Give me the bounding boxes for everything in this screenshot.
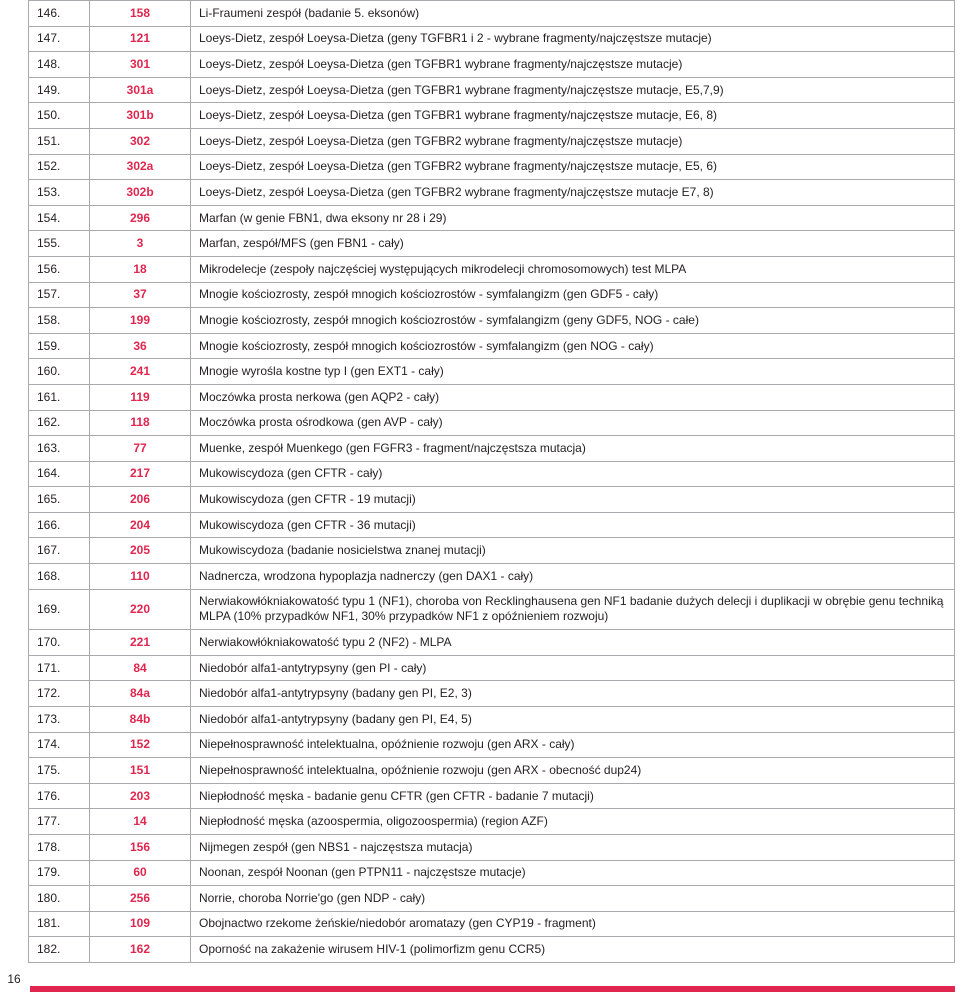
test-code: 203 [90,783,191,809]
row-number: 165. [29,487,90,513]
test-code: 118 [90,410,191,436]
row-number: 182. [29,937,90,963]
row-number: 161. [29,384,90,410]
table-row [29,205,955,231]
row-number: 149. [29,77,90,103]
test-name: Mukowiscydoza (badanie nosicielstwa znanej mutacji) [191,538,955,564]
table-row [29,461,955,487]
table-row [29,706,955,732]
table-row [29,538,955,564]
test-name: Loeys-Dietz, zespół Loeysa-Dietza (gen TGFBR1 wybrane fragmenty/najczęstsze mutacje) [191,52,955,78]
table-row [29,384,955,410]
test-name: Nijmegen zespół (gen NBS1 - najczęstsza mutacja) [191,834,955,860]
test-code: 110 [90,564,191,590]
row-number: 169. [29,589,90,630]
table-row [29,128,955,154]
test-code: 205 [90,538,191,564]
table-row [29,436,955,462]
test-code: 84a [90,681,191,707]
row-number: 147. [29,26,90,52]
table-row [29,834,955,860]
test-code: 3 [90,231,191,257]
row-number: 148. [29,52,90,78]
table-row [29,512,955,538]
test-code: 204 [90,512,191,538]
table-row [29,308,955,334]
row-number: 173. [29,706,90,732]
test-name: Loeys-Dietz, zespół Loeysa-Dietza (gen TGFBR1 wybrane fragmenty/najczęstsze mutacje, E6, 8) [191,103,955,129]
table-row [29,282,955,308]
row-number: 158. [29,308,90,334]
row-number: 176. [29,783,90,809]
test-name: Niepłodność męska - badanie genu CFTR (gen CFTR - badanie 7 mutacji) [191,783,955,809]
test-code: 220 [90,589,191,630]
test-code: 301b [90,103,191,129]
test-name: Moczówka prosta ośrodkowa (gen AVP - cały) [191,410,955,436]
table-row [29,655,955,681]
test-code: 301 [90,52,191,78]
test-code: 302a [90,154,191,180]
test-name: Niedobór alfa1-antytrypsyny (gen PI - cały) [191,655,955,681]
table-row [29,359,955,385]
test-name: Loeys-Dietz, zespół Loeysa-Dietza (gen TGFBR2 wybrane fragmenty/najczęstsze mutacje E7, 8) [191,180,955,206]
test-code: 121 [90,26,191,52]
test-name: Mukowiscydoza (gen CFTR - 36 mutacji) [191,512,955,538]
test-code: 37 [90,282,191,308]
test-code: 109 [90,911,191,937]
row-number: 156. [29,256,90,282]
test-name: Mukowiscydoza (gen CFTR - 19 mutacji) [191,487,955,513]
table-row [29,231,955,257]
table-row [29,860,955,886]
table-row [29,180,955,206]
test-name: Moczówka prosta nerkowa (gen AQP2 - cały) [191,384,955,410]
test-name: Obojnactwo rzekome żeńskie/niedobór aromatazy (gen CYP19 - fragment) [191,911,955,937]
table-row [29,333,955,359]
row-number: 146. [29,1,90,27]
test-name: Norrie, choroba Norrie'go (gen NDP - cały) [191,886,955,912]
table-row [29,52,955,78]
table-row [29,487,955,513]
row-number: 172. [29,681,90,707]
table-row [29,103,955,129]
test-name: Noonan, zespół Noonan (gen PTPN11 - najczęstsze mutacje) [191,860,955,886]
row-number: 168. [29,564,90,590]
test-name: Loeys-Dietz, zespół Loeysa-Dietza (geny TGFBR1 i 2 - wybrane fragmenty/najczęstsze mutacje) [191,26,955,52]
row-number: 174. [29,732,90,758]
row-number: 154. [29,205,90,231]
table-row [29,77,955,103]
row-number: 151. [29,128,90,154]
table-row [29,256,955,282]
table-row [29,1,955,27]
row-number: 181. [29,911,90,937]
row-number: 178. [29,834,90,860]
row-number: 152. [29,154,90,180]
row-number: 155. [29,231,90,257]
table-row [29,937,955,963]
footer-accent-bar [30,986,955,992]
row-number: 171. [29,655,90,681]
test-name: Loeys-Dietz, zespół Loeysa-Dietza (gen TGFBR2 wybrane fragmenty/najczęstsze mutacje, E5, 6) [191,154,955,180]
test-code: 301a [90,77,191,103]
row-number: 150. [29,103,90,129]
test-code: 119 [90,384,191,410]
row-number: 162. [29,410,90,436]
test-code: 14 [90,809,191,835]
row-number: 180. [29,886,90,912]
test-code: 84b [90,706,191,732]
test-code: 296 [90,205,191,231]
test-name: Loeys-Dietz, zespół Loeysa-Dietza (gen TGFBR1 wybrane fragmenty/najczęstsze mutacje, E5,7,9) [191,77,955,103]
test-name: Nerwiakowłókniakowatość typu 1 (NF1), choroba von Recklinghausena gen NF1 badanie dużych delecji i duplikacji w obrębie genu techniką MLPA (10% przypadków NF1, 30% przypadków NF1 z opóźnieniem rozwoju) [191,589,955,630]
test-name: Mikrodelecje (zespoły najczęściej występujących mikrodelecji chromosomowych) test MLPA [191,256,955,282]
test-name: Niepełnosprawność intelektualna, opóźnienie rozwoju (gen ARX - cały) [191,732,955,758]
row-number: 157. [29,282,90,308]
row-number: 159. [29,333,90,359]
test-name: Nadnercza, wrodzona hypoplazja nadnerczy (gen DAX1 - cały) [191,564,955,590]
row-number: 177. [29,809,90,835]
table-row [29,589,955,630]
table-row [29,630,955,656]
test-code: 241 [90,359,191,385]
test-code: 256 [90,886,191,912]
table-row [29,809,955,835]
test-name: Mnogie wyrośla kostne typ I (gen EXT1 - cały) [191,359,955,385]
table-row [29,681,955,707]
test-name: Muenke, zespół Muenkego (gen FGFR3 - fragment/najczęstsza mutacja) [191,436,955,462]
tests-table-body [29,1,955,963]
row-number: 164. [29,461,90,487]
test-name: Mnogie kościozrosty, zespół mnogich kościozrostów - symfalangizm (geny GDF5, NOG - całe) [191,308,955,334]
page-number: 16 [7,972,21,986]
row-number: 166. [29,512,90,538]
test-name: Oporność na zakażenie wirusem HIV-1 (polimorfizm genu CCR5) [191,937,955,963]
test-name: Mnogie kościozrosty, zespół mnogich kościozrostów - symfalangizm (gen NOG - cały) [191,333,955,359]
table-row [29,564,955,590]
test-code: 199 [90,308,191,334]
tests-table [28,0,955,963]
row-number: 170. [29,630,90,656]
test-name: Niedobór alfa1-antytrypsyny (badany gen PI, E4, 5) [191,706,955,732]
test-name: Niepełnosprawność intelektualna, opóźnienie rozwoju (gen ARX - obecność dup24) [191,758,955,784]
table-row [29,783,955,809]
table-row [29,154,955,180]
row-number: 160. [29,359,90,385]
table-row [29,758,955,784]
test-name: Niedobór alfa1-antytrypsyny (badany gen PI, E2, 3) [191,681,955,707]
test-name: Loeys-Dietz, zespół Loeysa-Dietza (gen TGFBR2 wybrane fragmenty/najczęstsze mutacje) [191,128,955,154]
row-number: 175. [29,758,90,784]
test-code: 18 [90,256,191,282]
test-code: 221 [90,630,191,656]
test-name: Niepłodność męska (azoospermia, oligozoospermia) (region AZF) [191,809,955,835]
table-row [29,886,955,912]
test-code: 60 [90,860,191,886]
table-row [29,911,955,937]
test-name: Mnogie kościozrosty, zespół mnogich kościozrostów - symfalangizm (gen GDF5 - cały) [191,282,955,308]
row-number: 179. [29,860,90,886]
row-number: 163. [29,436,90,462]
test-code: 217 [90,461,191,487]
row-number: 153. [29,180,90,206]
test-code: 156 [90,834,191,860]
test-name: Li-Fraumeni zespół (badanie 5. eksonów) [191,1,955,27]
test-code: 77 [90,436,191,462]
test-code: 158 [90,1,191,27]
test-code: 302b [90,180,191,206]
table-row [29,732,955,758]
test-name: Nerwiakowłókniakowatość typu 2 (NF2) - MLPA [191,630,955,656]
test-name: Marfan, zespół/MFS (gen FBN1 - cały) [191,231,955,257]
test-name: Mukowiscydoza (gen CFTR - cały) [191,461,955,487]
test-code: 84 [90,655,191,681]
row-number: 167. [29,538,90,564]
test-name: Marfan (w genie FBN1, dwa eksony nr 28 i 29) [191,205,955,231]
test-code: 162 [90,937,191,963]
test-code: 36 [90,333,191,359]
table-row [29,26,955,52]
test-code: 302 [90,128,191,154]
test-code: 206 [90,487,191,513]
test-code: 152 [90,732,191,758]
test-code: 151 [90,758,191,784]
table-row [29,410,955,436]
